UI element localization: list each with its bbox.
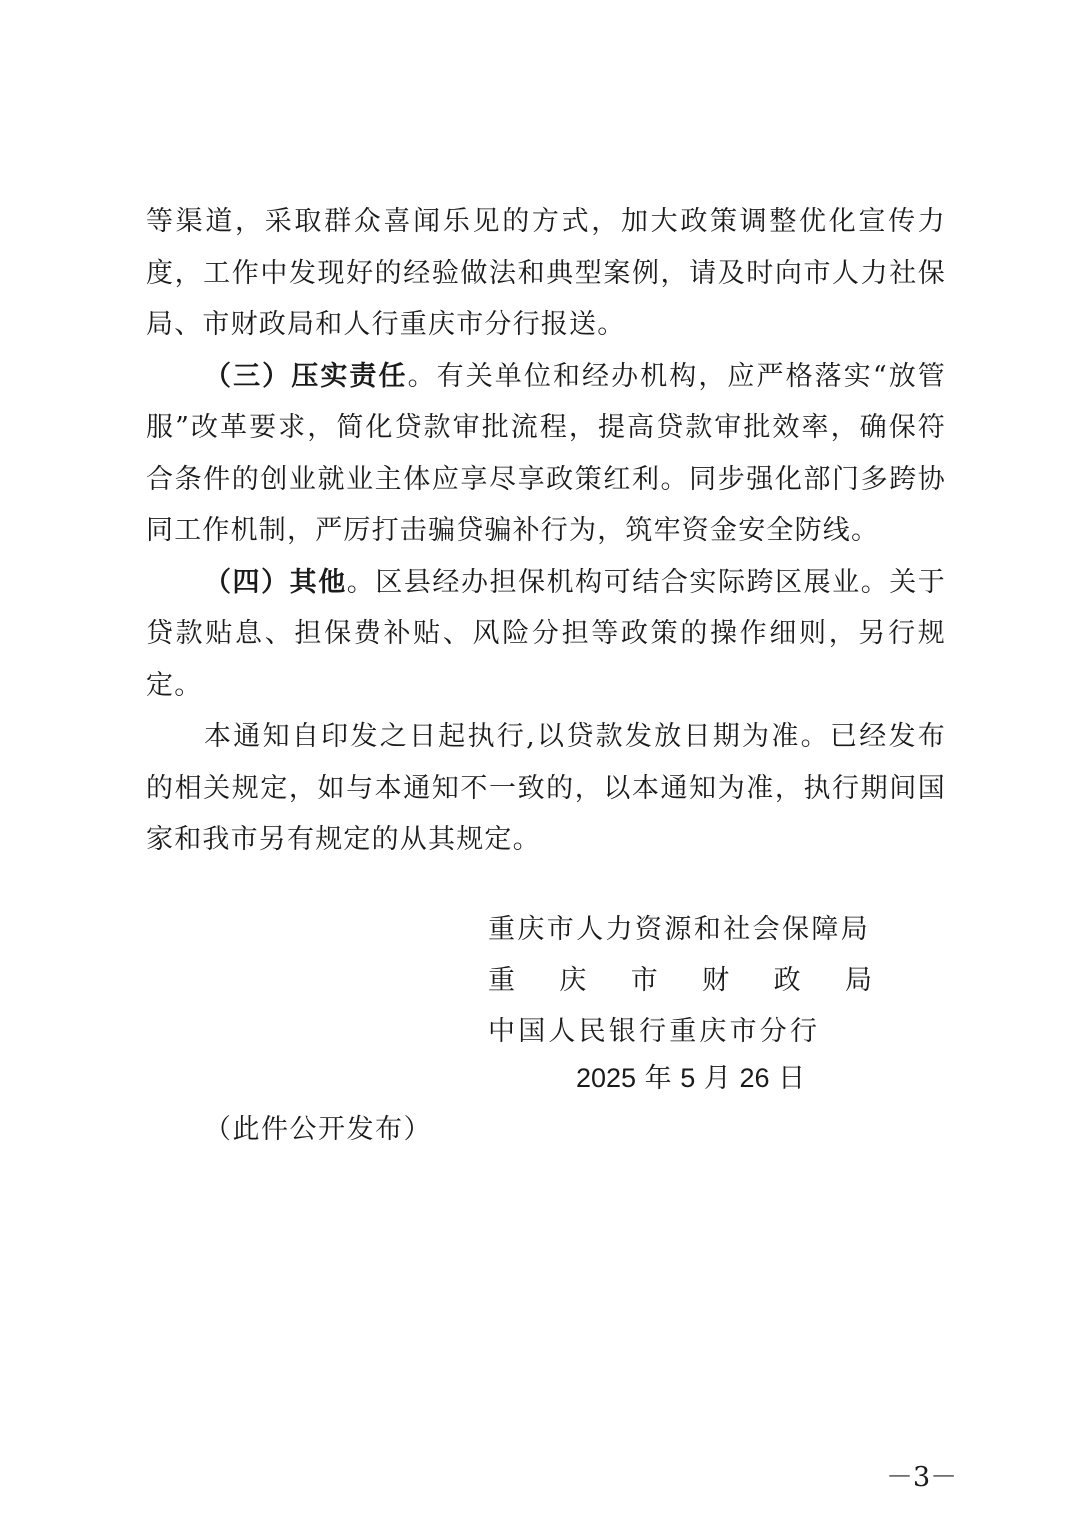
signer-finance-char: 重 <box>488 965 515 996</box>
date-month-unit: 月 <box>703 1063 731 1094</box>
paragraph-section-4 <box>146 557 946 712</box>
paragraph-section-3 <box>146 351 946 557</box>
section-4-body: 。区县经办担保机构可结合实际跨区展业。关于贷款贴息、担保费补贴、风险分担等政策的操作细则，另行规定。 <box>146 566 947 701</box>
section-3-heading: （三）压实责任 <box>204 360 408 392</box>
signer-finance-char: 局 <box>844 965 872 996</box>
signer-finance-char: 政 <box>773 965 801 996</box>
signature-block <box>488 904 872 1057</box>
page-number: －3－ <box>886 1462 958 1493</box>
date-year: 2025 <box>576 1063 637 1093</box>
signer-finance-bureau <box>488 955 872 1006</box>
paragraph-closing: 本通知自印发之日起执行,以贷款发放日期为准。已经发布的相关规定，如与本通知不一致的，以本通知为准，执行期间国家和我市另有规定的从其规定。 <box>146 721 946 855</box>
signer-finance-char: 市 <box>630 965 658 996</box>
date-year-unit: 年 <box>644 1063 672 1094</box>
date-month: 5 <box>680 1063 696 1093</box>
section-4-heading: （四）其他 <box>204 566 347 598</box>
signer-hrss-bureau: 重庆市人力资源和社会保障局 <box>488 914 871 945</box>
signer-finance-char: 财 <box>702 965 730 996</box>
body-text <box>146 196 946 866</box>
signer-pboc-branch: 中国人民银行重庆市分行 <box>488 1016 821 1047</box>
date-day: 26 <box>739 1063 770 1093</box>
section-3-body: 。有关单位和经办机构，应严格落实“放管服”改革要求，简化贷款审批流程，提高贷款审批效率，确保符合条件的创业就业主体应享尽享政策红利。同步强化部门多跨协同工作机制，严厉打击骗贷骗补行为，筑牢资金安全防线。 <box>146 360 946 546</box>
paragraph-continuation: 等渠道，采取群众喜闻乐见的方式，加大政策调整优化宣传力度，工作中发现好的经验做法和典型案例，请及时向市人力社保局、市财政局和人行重庆市分行报送。 <box>146 206 946 340</box>
date-day-unit: 日 <box>778 1063 806 1094</box>
public-release-note: （此件公开发布） <box>204 1114 432 1145</box>
signer-finance-char: 庆 <box>559 965 587 996</box>
issue-date <box>576 1058 805 1099</box>
